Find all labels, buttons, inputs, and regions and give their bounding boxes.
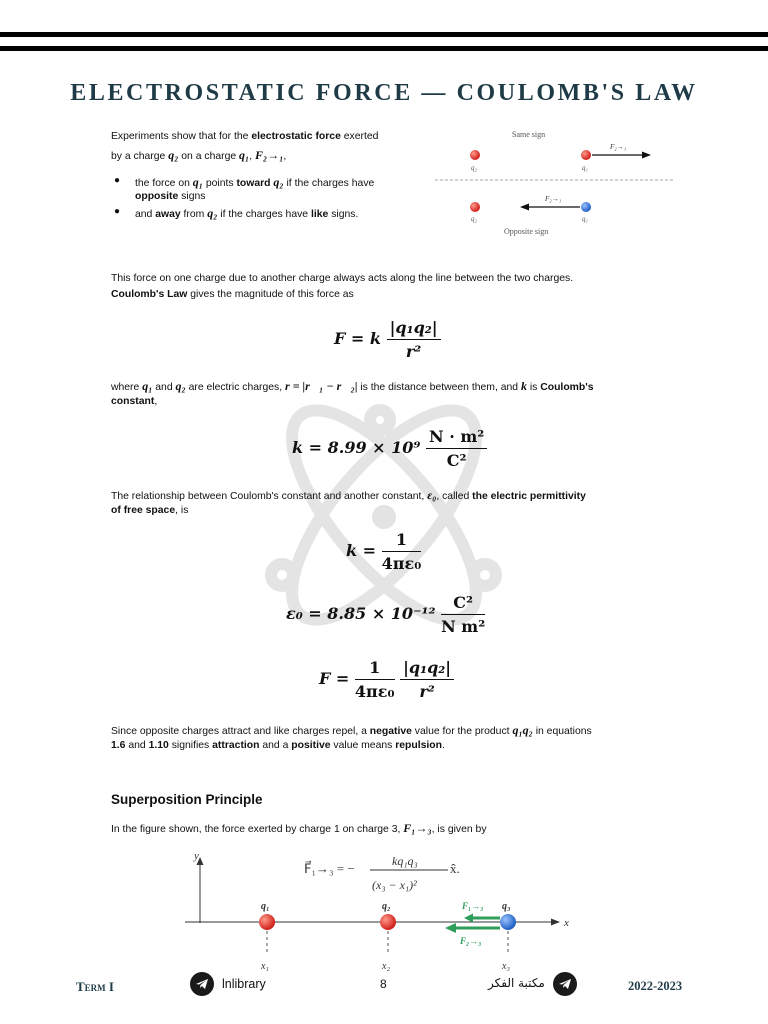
label-q2-top: q₂ xyxy=(471,164,477,172)
force-label-bottom: F₂→₁ xyxy=(545,195,562,203)
label-q1: q₁ xyxy=(261,901,270,912)
telegram-icon[interactable] xyxy=(553,972,577,996)
page-title: ELECTROSTATIC FORCE — COULOMB'S LAW xyxy=(70,80,698,106)
charge-q1-bottom xyxy=(581,202,591,212)
footer-term: Term I xyxy=(76,979,114,994)
para-permittivity: The relationship between Coulomb's constant and another constant, ε₀, called the electric permittivity xyxy=(111,488,586,502)
fig-eq-rhs: x̂. xyxy=(450,861,460,876)
telegram-icon[interactable] xyxy=(190,972,214,996)
label-x3: x₃ xyxy=(502,961,510,972)
force-arrow-bottom-head xyxy=(520,204,529,211)
equation-k-value: k = 8.99 × 10⁹ $\frac{\text{N · m²}}{\text{C²}}$ xyxy=(292,427,487,470)
label-q3: q₃ xyxy=(502,901,511,912)
label-q2: q₂ xyxy=(382,901,391,912)
fig-eq-num: kq₁q₃ xyxy=(392,854,418,868)
equation-epsilon-value: ε₀ = 8.85 × 10⁻¹² $\frac{\text{C²}}{\text{N m²}}$ xyxy=(286,593,486,636)
para-where-charges: where q₁ and q₂ are electric charges, r = |r⃗₁ − r⃗₂| is the distance between them, and k is Coulomb's xyxy=(111,379,594,393)
fig-eq-lhs: F⃗₁→₃ = − xyxy=(304,861,355,876)
charges-figure xyxy=(430,122,680,242)
force-f23-head xyxy=(445,923,456,933)
charge-q2 xyxy=(380,914,396,930)
y-axis-label: y xyxy=(194,850,199,862)
bullet-dot: ● xyxy=(114,206,121,217)
footer-arabic-link[interactable]: مكتبة الفكر xyxy=(488,976,545,990)
x-axis-label: x xyxy=(564,917,569,929)
para-sign-meaning-2: 1.6 and 1.10 signifies attraction and a positive value means repulsion. xyxy=(111,740,445,751)
force-f13-label: F₁→₃ xyxy=(462,901,484,911)
para-constant: constant, xyxy=(111,396,158,407)
bullet-1-line-1: the force on q₁ points toward q₂ if the charges have xyxy=(135,175,375,189)
equation-k-permittivity: k = $\frac{1}{\text{4πε₀}}$ xyxy=(346,530,422,573)
label-q2-bottom: q₂ xyxy=(471,215,477,223)
footer-year: 2022-2023 xyxy=(628,979,683,993)
superposition-figure xyxy=(180,845,600,975)
para-sign-meaning-1: Since opposite charges attract and like charges repel, a negative value for the product q₁q₂ in equations xyxy=(111,723,592,737)
label-q1-top: q₁ xyxy=(582,164,588,172)
force-f13-head xyxy=(464,914,473,923)
intro-line-1: Experiments show that for the electrostatic force exerted xyxy=(111,131,379,142)
para-free-space: of free space, is xyxy=(111,505,189,516)
charge-q1-top xyxy=(581,150,591,160)
equation-force-permittivity: F = $\frac{1}{\text{4πε₀}}$ $\frac{\text{|q₁q₂|}}{\text{r²}}$ xyxy=(319,658,454,701)
bullet-dot: ● xyxy=(114,175,121,186)
footer-channel-link[interactable]: lnlibrary xyxy=(222,977,266,991)
label-q1-bottom: q₁ xyxy=(582,215,588,223)
para-coulomb-law: Coulomb's Law gives the magnitude of this force as xyxy=(111,289,354,300)
section-heading: Superposition Principle xyxy=(111,792,263,807)
label-x2: x₂ xyxy=(382,961,390,972)
force-f23-label: F₂→₃ xyxy=(460,936,482,946)
para-superposition: In the figure shown, the force exerted by charge 1 on charge 3, F₁→₃, is given by xyxy=(111,821,487,835)
fig-eq-den: (x₃ − x₁)² xyxy=(372,878,417,892)
charge-q2-bottom xyxy=(470,202,480,212)
intro-line-2: by a charge q₂ on a charge q₁, F₂→₁, xyxy=(111,148,287,162)
bullet-1-line-2: opposite signs xyxy=(135,191,206,202)
force-arrow-top-head xyxy=(642,152,651,159)
bullet-2: and away from q₂ if the charges have like signs. xyxy=(135,206,359,220)
charge-q1 xyxy=(259,914,275,930)
page-number: 8 xyxy=(380,977,387,991)
opposite-sign-label: Opposite sign xyxy=(504,227,549,236)
para-line-of-action: This force on one charge due to another charge always acts along the line between the two charges. xyxy=(111,273,574,284)
force-label-top: F₂→₁ xyxy=(610,143,627,151)
x-axis-head xyxy=(551,919,560,926)
label-x1: x₁ xyxy=(261,961,269,972)
equation-coulomb: F = k $\frac{\text{|q₁q₂|}}{\text{r²}}$ xyxy=(334,318,441,361)
charge-q2-top xyxy=(470,150,480,160)
charge-q3 xyxy=(500,914,516,930)
same-sign-label: Same sign xyxy=(512,130,546,139)
